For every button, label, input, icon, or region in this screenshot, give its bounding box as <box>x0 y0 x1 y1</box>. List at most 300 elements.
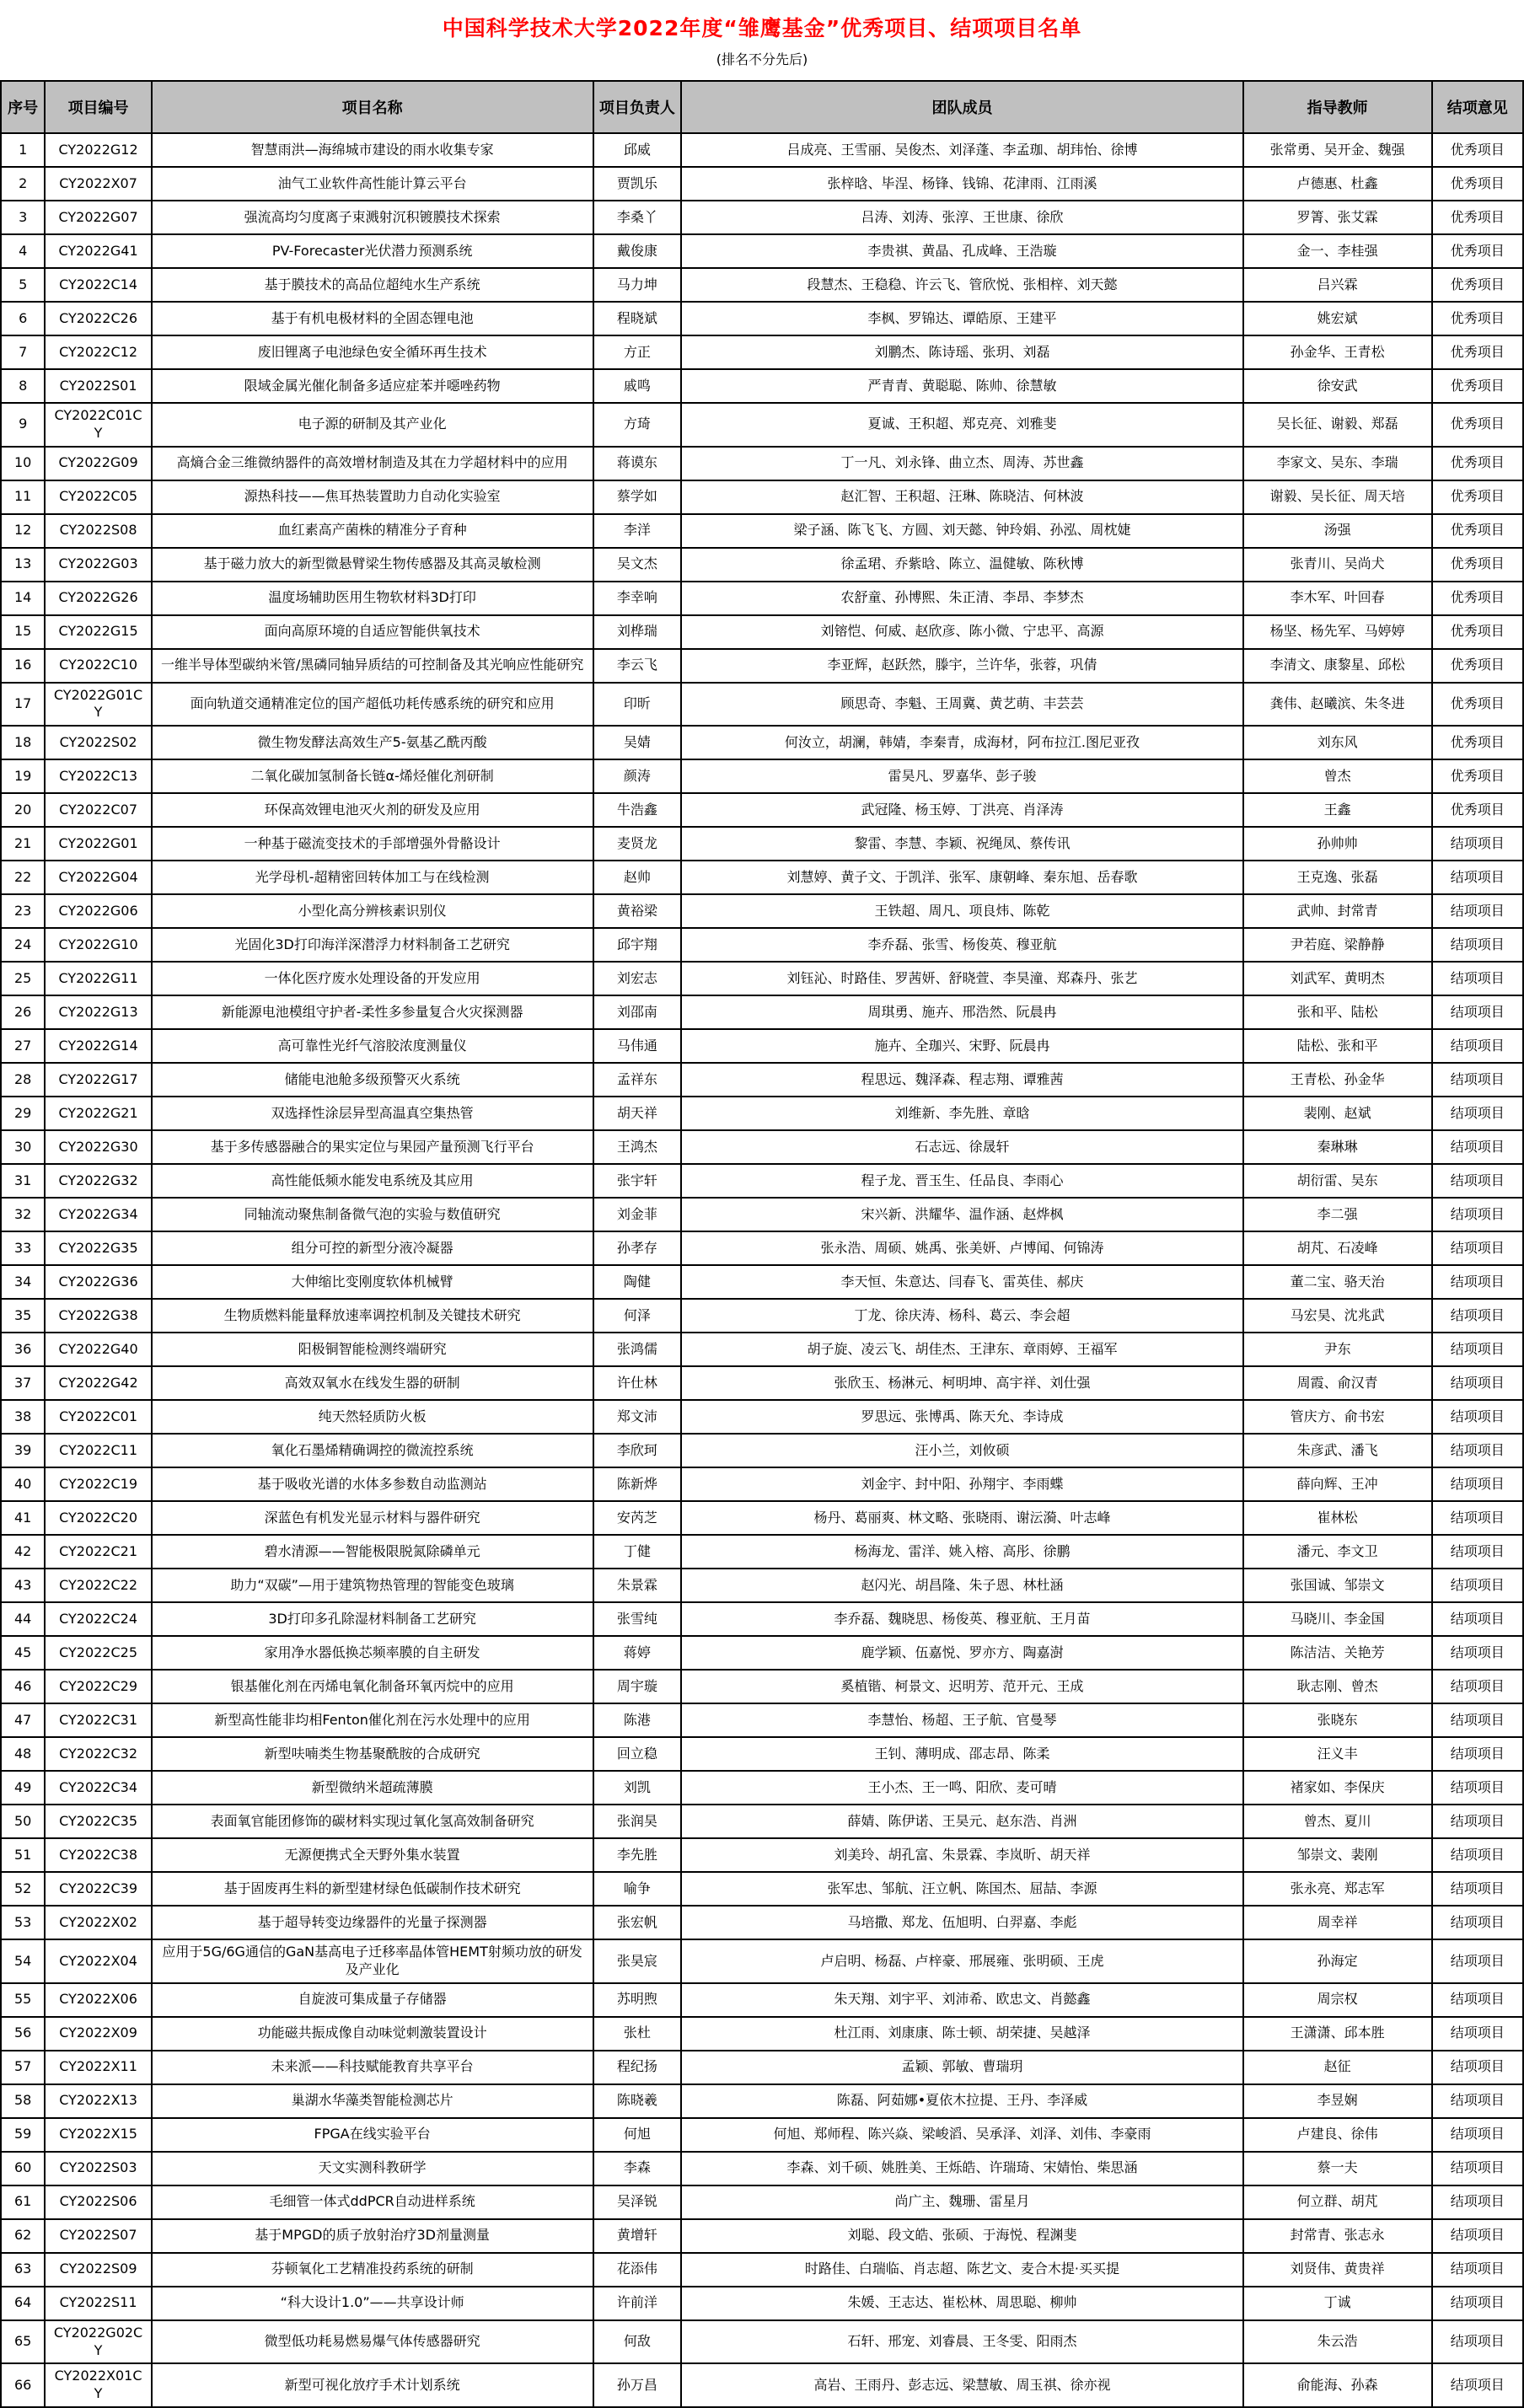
cell-project-name: 高可靠性光纤气溶胶浓度测量仪 <box>152 1029 593 1063</box>
cell-advisors: 卢建良、徐伟 <box>1243 2118 1432 2152</box>
cell-members: 马培撒、郑龙、伍旭明、白羿嘉、李彪 <box>681 1906 1242 1939</box>
cell-leader: 颜涛 <box>593 759 682 793</box>
cell-opinion: 结项项目 <box>1432 2185 1523 2219</box>
cell-serial: 52 <box>1 1872 45 1906</box>
cell-members: 刘聪、段文皓、张硕、于海悦、程渊斐 <box>681 2219 1242 2253</box>
cell-members: 石志远、徐晟轩 <box>681 1130 1242 1164</box>
cell-project-name: 强流高均匀度离子束溅射沉积镀膜技术探索 <box>152 201 593 234</box>
cell-project-name: 新型微纳米超疏薄膜 <box>152 1771 593 1805</box>
cell-leader: 李云飞 <box>593 649 682 683</box>
cell-advisors: 李昱娴 <box>1243 2084 1432 2118</box>
cell-serial: 64 <box>1 2287 45 2320</box>
page-title: 中国科学技术大学2022年度“雏鹰基金”优秀项目、结项项目名单 <box>442 16 1082 40</box>
cell-opinion: 优秀项目 <box>1432 447 1523 480</box>
cell-members: 李天恒、朱意达、闫春飞、雷英佳、郝庆 <box>681 1265 1242 1299</box>
cell-members: 黎雷、李慧、李颖、祝绳凤、蔡传讯 <box>681 827 1242 861</box>
cell-serial: 51 <box>1 1838 45 1872</box>
cell-members: 张梓晗、毕浧、杨锋、钱锦、花津雨、江雨溪 <box>681 167 1242 201</box>
cell-members: 施卉、全珈兴、宋野、阮晨冉 <box>681 1029 1242 1063</box>
cell-members: 刘美玲、胡孔富、朱景霖、李岚昕、胡天祥 <box>681 1838 1242 1872</box>
cell-project-id: CY2022G21 <box>45 1097 151 1130</box>
cell-members: 奚植锴、柯景文、迟明芳、范开元、王成 <box>681 1670 1242 1703</box>
cell-project-name: 基于超导转变边缘器件的光量子探测器 <box>152 1906 593 1939</box>
table-row <box>1 1569 1523 1602</box>
cell-project-name: 光固化3D打印海洋深潜浮力材料制备工艺研究 <box>152 928 593 962</box>
cell-members: 王铁超、周凡、项良炜、陈乾 <box>681 894 1242 928</box>
table-row <box>1 268 1523 302</box>
cell-members: 刘金宇、封中阳、孙翔宇、李雨蝶 <box>681 1467 1242 1501</box>
cell-opinion: 结项项目 <box>1432 1906 1523 1939</box>
header-row <box>1 81 1523 133</box>
cell-leader: 陈港 <box>593 1703 682 1737</box>
column-header-3: 项目负责人 <box>593 81 682 133</box>
cell-project-id: CY2022C26 <box>45 302 151 335</box>
cell-advisors: 孙金华、王青松 <box>1243 335 1432 369</box>
cell-members: 陈磊、阿茹娜•夏依木拉提、王丹、李泽威 <box>681 2084 1242 2118</box>
cell-project-name: 深蓝色有机发光显示材料与器件研究 <box>152 1501 593 1535</box>
table-row <box>1 827 1523 861</box>
cell-members: 何汝立，胡澜，韩婧，李秦青，成海材，阿布拉江.图尼亚孜 <box>681 726 1242 759</box>
table-row <box>1 335 1523 369</box>
cell-members: 杨丹、葛丽爽、林文略、张晓雨、谢沄漪、叶志峰 <box>681 1501 1242 1535</box>
column-header-4: 团队成员 <box>681 81 1242 133</box>
cell-opinion: 结项项目 <box>1432 928 1523 962</box>
cell-members: 段慧杰、王稳稳、许云飞、管欣悦、张相梓、刘天懿 <box>681 268 1242 302</box>
cell-project-id: CY2022G14 <box>45 1029 151 1063</box>
cell-advisors: 武帅、封常青 <box>1243 894 1432 928</box>
cell-serial: 60 <box>1 2152 45 2185</box>
page-subtitle: (排名不分先后) <box>716 51 808 67</box>
cell-advisors: 李木军、叶回春 <box>1243 582 1432 615</box>
cell-leader: 李幸响 <box>593 582 682 615</box>
cell-serial: 32 <box>1 1198 45 1231</box>
cell-advisors: 吴长征、谢毅、郑磊 <box>1243 403 1432 447</box>
cell-advisors: 马宏昊、沈兆武 <box>1243 1299 1432 1333</box>
cell-opinion: 结项项目 <box>1432 2287 1523 2320</box>
cell-serial: 1 <box>1 133 45 167</box>
cell-project-id: CY2022C29 <box>45 1670 151 1703</box>
cell-serial: 18 <box>1 726 45 759</box>
cell-project-id: CY2022G01 <box>45 827 151 861</box>
cell-advisors: 李二强 <box>1243 1198 1432 1231</box>
cell-advisors: 张和平、陆松 <box>1243 995 1432 1029</box>
cell-project-name: 未来派——科技赋能教育共享平台 <box>152 2051 593 2084</box>
cell-project-id: CY2022G03 <box>45 548 151 582</box>
cell-advisors: 张永亮、郑志军 <box>1243 1872 1432 1906</box>
cell-advisors: 周幸祥 <box>1243 1906 1432 1939</box>
cell-serial: 48 <box>1 1737 45 1771</box>
cell-leader: 许前洋 <box>593 2287 682 2320</box>
cell-project-name: 源热科技——焦耳热装置助力自动化实验室 <box>152 480 593 514</box>
table-row <box>1 1198 1523 1231</box>
cell-project-name: 微生物发酵法高效生产5-氨基乙酰丙酸 <box>152 726 593 759</box>
cell-advisors: 裴刚、赵斌 <box>1243 1097 1432 1130</box>
cell-opinion: 结项项目 <box>1432 861 1523 894</box>
cell-opinion: 优秀项目 <box>1432 793 1523 827</box>
table-row <box>1 894 1523 928</box>
cell-leader: 许仕林 <box>593 1366 682 1400</box>
table-row <box>1 403 1523 447</box>
cell-leader: 吴泽锐 <box>593 2185 682 2219</box>
cell-members: 武冠隆、杨玉婷、丁洪亮、肖泽涛 <box>681 793 1242 827</box>
cell-project-name: 表面氧官能团修饰的碳材料实现过氧化氢高效制备研究 <box>152 1805 593 1838</box>
cell-serial: 30 <box>1 1130 45 1164</box>
cell-serial: 55 <box>1 1983 45 2017</box>
cell-project-id: CY2022C31 <box>45 1703 151 1737</box>
cell-opinion: 优秀项目 <box>1432 302 1523 335</box>
cell-project-name: 芬顿氧化工艺精准投药系统的研制 <box>152 2253 593 2287</box>
cell-project-id: CY2022C34 <box>45 1771 151 1805</box>
cell-advisors: 孙海定 <box>1243 1939 1432 1983</box>
cell-advisors: 张国诚、邹崇文 <box>1243 1569 1432 1602</box>
cell-opinion: 优秀项目 <box>1432 726 1523 759</box>
cell-members: 尚广主、魏珊、雷星月 <box>681 2185 1242 2219</box>
cell-opinion: 优秀项目 <box>1432 514 1523 548</box>
cell-leader: 孙孝存 <box>593 1231 682 1265</box>
cell-project-id: CY2022X06 <box>45 1983 151 2017</box>
cell-advisors: 李家文、吴东、李瑞 <box>1243 447 1432 480</box>
cell-project-name: 高性能低频水能发电系统及其应用 <box>152 1164 593 1198</box>
cell-leader: 戴俊康 <box>593 234 682 268</box>
cell-leader: 刘金菲 <box>593 1198 682 1231</box>
cell-opinion: 优秀项目 <box>1432 582 1523 615</box>
cell-serial: 43 <box>1 1569 45 1602</box>
table-body <box>1 133 1523 2407</box>
cell-leader: 邱威 <box>593 133 682 167</box>
cell-opinion: 结项项目 <box>1432 1703 1523 1737</box>
cell-advisors: 胡衍雷、吴东 <box>1243 1164 1432 1198</box>
cell-opinion: 结项项目 <box>1432 995 1523 1029</box>
cell-members: 周琪勇、施卉、邢浩然、阮晨冉 <box>681 995 1242 1029</box>
cell-members: 何旭、郑师程、陈兴焱、梁峻滔、吴承泽、刘泽、刘伟、李豪雨 <box>681 2118 1242 2152</box>
cell-project-name: 环保高效锂电池灭火剂的研发及应用 <box>152 793 593 827</box>
cell-members: 刘镕恺、何威、赵欣彦、陈小微、宁忠平、高源 <box>681 615 1242 649</box>
cell-project-name: “科大设计1.0”——共享设计师 <box>152 2287 593 2320</box>
cell-project-name: 高效双氧水在线发生器的研制 <box>152 1366 593 1400</box>
cell-project-name: 油气工业软件高性能计算云平台 <box>152 167 593 201</box>
cell-serial: 14 <box>1 582 45 615</box>
table-row <box>1 861 1523 894</box>
column-header-5: 指导教师 <box>1243 81 1432 133</box>
cell-leader: 张昊宸 <box>593 1939 682 1983</box>
cell-serial: 23 <box>1 894 45 928</box>
cell-leader: 何敌 <box>593 2320 682 2364</box>
cell-serial: 37 <box>1 1366 45 1400</box>
cell-project-name: 智慧雨洪—海绵城市建设的雨水收集专家 <box>152 133 593 167</box>
cell-members: 农舒童、孙博熙、朱正清、李昂、李梦杰 <box>681 582 1242 615</box>
cell-project-name: 光学母机-超精密回转体加工与在线检测 <box>152 861 593 894</box>
cell-leader: 方正 <box>593 335 682 369</box>
cell-advisors: 崔林松 <box>1243 1501 1432 1535</box>
cell-members: 刘鹏杰、陈诗瑶、张玥、刘磊 <box>681 335 1242 369</box>
cell-opinion: 结项项目 <box>1432 1164 1523 1198</box>
cell-leader: 戚鸣 <box>593 369 682 403</box>
table-row <box>1 1771 1523 1805</box>
cell-opinion: 结项项目 <box>1432 2017 1523 2051</box>
cell-opinion: 结项项目 <box>1432 1467 1523 1501</box>
cell-serial: 12 <box>1 514 45 548</box>
table-row <box>1 726 1523 759</box>
cell-serial: 15 <box>1 615 45 649</box>
cell-project-name: 无源便携式全天野外集水装置 <box>152 1838 593 1872</box>
cell-opinion: 结项项目 <box>1432 1366 1523 1400</box>
cell-leader: 李洋 <box>593 514 682 548</box>
cell-advisors: 薛向辉、王冲 <box>1243 1467 1432 1501</box>
cell-members: 孟颖、郭敏、曹瑞玥 <box>681 2051 1242 2084</box>
cell-serial: 50 <box>1 1805 45 1838</box>
cell-opinion: 结项项目 <box>1432 1029 1523 1063</box>
cell-leader: 张宏帆 <box>593 1906 682 1939</box>
cell-project-name: 基于磁力放大的新型微悬臂梁生物传感器及其高灵敏检测 <box>152 548 593 582</box>
cell-project-id: CY2022S01 <box>45 369 151 403</box>
cell-advisors: 董二宝、骆天治 <box>1243 1265 1432 1299</box>
cell-leader: 李森 <box>593 2152 682 2185</box>
cell-members: 朱天翔、刘宇平、刘沛希、欧忠文、肖懿鑫 <box>681 1983 1242 2017</box>
cell-serial: 3 <box>1 201 45 234</box>
cell-opinion: 结项项目 <box>1432 1265 1523 1299</box>
cell-project-name: 新能源电池模组守护者-柔性多参量复合火灾探测器 <box>152 995 593 1029</box>
cell-opinion: 结项项目 <box>1432 827 1523 861</box>
cell-project-id: CY2022C14 <box>45 268 151 302</box>
cell-opinion: 结项项目 <box>1432 1299 1523 1333</box>
table-row <box>1 2185 1523 2219</box>
table-row <box>1 1838 1523 1872</box>
cell-opinion: 结项项目 <box>1432 1501 1523 1535</box>
cell-project-name: FPGA在线实验平台 <box>152 2118 593 2152</box>
cell-leader: 朱景霖 <box>593 1569 682 1602</box>
cell-opinion: 结项项目 <box>1432 2152 1523 2185</box>
table-row <box>1 1063 1523 1097</box>
cell-members: 李枫、罗锦达、谭皓原、王建平 <box>681 302 1242 335</box>
cell-opinion: 优秀项目 <box>1432 480 1523 514</box>
cell-advisors: 胡芃、石凌峰 <box>1243 1231 1432 1265</box>
cell-advisors: 陆松、张和平 <box>1243 1029 1432 1063</box>
cell-leader: 吴文杰 <box>593 548 682 582</box>
cell-leader: 张宇轩 <box>593 1164 682 1198</box>
cell-advisors: 姚宏斌 <box>1243 302 1432 335</box>
cell-opinion: 优秀项目 <box>1432 548 1523 582</box>
table-row <box>1 234 1523 268</box>
cell-advisors: 谢毅、吴长征、周天培 <box>1243 480 1432 514</box>
cell-serial: 31 <box>1 1164 45 1198</box>
cell-project-id: CY2022C13 <box>45 759 151 793</box>
cell-leader: 邱宇翔 <box>593 928 682 962</box>
cell-serial: 39 <box>1 1434 45 1467</box>
cell-project-id: CY2022C32 <box>45 1737 151 1771</box>
cell-members: 夏诚、王积超、郑克亮、刘雅斐 <box>681 403 1242 447</box>
cell-leader: 赵帅 <box>593 861 682 894</box>
cell-opinion: 结项项目 <box>1432 1063 1523 1097</box>
cell-project-id: CY2022G32 <box>45 1164 151 1198</box>
cell-project-id: CY2022G34 <box>45 1198 151 1231</box>
table-row <box>1 1872 1523 1906</box>
cell-leader: 蒋婷 <box>593 1636 682 1670</box>
project-table <box>0 80 1524 2408</box>
cell-members: 刘慧婷、黄子文、于凯洋、张军、康朝峰、秦东旭、岳春歌 <box>681 861 1242 894</box>
cell-opinion: 结项项目 <box>1432 1737 1523 1771</box>
cell-members: 汪小兰，刘攸硕 <box>681 1434 1242 1467</box>
table-row <box>1 1636 1523 1670</box>
cell-advisors: 王鑫 <box>1243 793 1432 827</box>
cell-project-id: CY2022G02CY <box>45 2320 151 2364</box>
cell-leader: 周宇璇 <box>593 1670 682 1703</box>
cell-opinion: 优秀项目 <box>1432 403 1523 447</box>
cell-serial: 8 <box>1 369 45 403</box>
cell-advisors: 陈洁洁、关艳芳 <box>1243 1636 1432 1670</box>
cell-serial: 61 <box>1 2185 45 2219</box>
cell-leader: 吴婧 <box>593 726 682 759</box>
cell-opinion: 优秀项目 <box>1432 683 1523 727</box>
column-header-2: 项目名称 <box>152 81 593 133</box>
cell-project-name: 温度场辅助医用生物软材料3D打印 <box>152 582 593 615</box>
cell-leader: 程晓斌 <box>593 302 682 335</box>
cell-opinion: 结项项目 <box>1432 1097 1523 1130</box>
cell-project-id: CY2022C01 <box>45 1400 151 1434</box>
cell-opinion: 结项项目 <box>1432 2253 1523 2287</box>
cell-advisors: 吕兴霖 <box>1243 268 1432 302</box>
cell-project-name: 阳极铜智能检测终端研究 <box>152 1333 593 1366</box>
cell-serial: 65 <box>1 2320 45 2364</box>
cell-project-name: 同轴流动聚焦制备微气泡的实验与数值研究 <box>152 1198 593 1231</box>
cell-leader: 陶健 <box>593 1265 682 1299</box>
cell-project-name: PV-Forecaster光伏潜力预测系统 <box>152 234 593 268</box>
cell-leader: 王鸿杰 <box>593 1130 682 1164</box>
cell-members: 石轩、邢宠、刘睿晨、王冬雯、阳雨杰 <box>681 2320 1242 2364</box>
cell-project-id: CY2022X13 <box>45 2084 151 2118</box>
cell-advisors: 张晓东 <box>1243 1703 1432 1737</box>
cell-serial: 13 <box>1 548 45 582</box>
table-row <box>1 1130 1523 1164</box>
cell-project-id: CY2022G01CY <box>45 683 151 727</box>
cell-project-name: 生物质燃料能量释放速率调控机制及关键技术研究 <box>152 1299 593 1333</box>
cell-leader: 郑文沛 <box>593 1400 682 1434</box>
table-row <box>1 1366 1523 1400</box>
cell-serial: 24 <box>1 928 45 962</box>
cell-opinion: 结项项目 <box>1432 1434 1523 1467</box>
table-row <box>1 1434 1523 1467</box>
table-row <box>1 1737 1523 1771</box>
table-row <box>1 369 1523 403</box>
cell-leader: 张杜 <box>593 2017 682 2051</box>
cell-serial: 46 <box>1 1670 45 1703</box>
cell-leader: 苏明煦 <box>593 1983 682 2017</box>
cell-serial: 44 <box>1 1602 45 1636</box>
cell-serial: 22 <box>1 861 45 894</box>
cell-members: 顾思奇、李魁、王周冀、黄艺萌、丰芸芸 <box>681 683 1242 727</box>
table-row <box>1 649 1523 683</box>
cell-project-name: 基于吸收光谱的水体多参数自动监测站 <box>152 1467 593 1501</box>
cell-advisors: 周宗权 <box>1243 1983 1432 2017</box>
cell-opinion: 优秀项目 <box>1432 615 1523 649</box>
cell-advisors: 罗箐、张艾霖 <box>1243 201 1432 234</box>
cell-members: 王钊、薄明成、邵志昂、陈柔 <box>681 1737 1242 1771</box>
column-header-0: 序号 <box>1 81 45 133</box>
table-row <box>1 1670 1523 1703</box>
cell-serial: 6 <box>1 302 45 335</box>
cell-project-id: CY2022G30 <box>45 1130 151 1164</box>
cell-advisors: 龚伟、赵曦滨、朱冬进 <box>1243 683 1432 727</box>
cell-project-name: 天文实测科教研学 <box>152 2152 593 2185</box>
cell-advisors: 汪义丰 <box>1243 1737 1432 1771</box>
cell-advisors: 朱云浩 <box>1243 2320 1432 2364</box>
cell-members: 张军忠、邹航、汪立帆、陈国杰、屈喆、李源 <box>681 1872 1242 1906</box>
cell-project-name: 微型低功耗易燃易爆气体传感器研究 <box>152 2320 593 2364</box>
cell-opinion: 结项项目 <box>1432 1805 1523 1838</box>
cell-members: 罗思远、张博禹、陈天允、李诗成 <box>681 1400 1242 1434</box>
cell-opinion: 优秀项目 <box>1432 268 1523 302</box>
cell-advisors: 王青松、孙金华 <box>1243 1063 1432 1097</box>
cell-project-id: CY2022X01CY <box>45 2363 151 2407</box>
column-header-1: 项目编号 <box>45 81 151 133</box>
cell-members: 李森、刘千硕、姚胜美、王烁皓、许瑞琦、宋婧怡、柴思涵 <box>681 2152 1242 2185</box>
cell-members: 严青青、黄聪聪、陈帅、徐慧敏 <box>681 369 1242 403</box>
table-row <box>1 514 1523 548</box>
table-row <box>1 759 1523 793</box>
cell-advisors: 刘贤伟、黄贵祥 <box>1243 2253 1432 2287</box>
cell-advisors: 李清文、康黎星、邱松 <box>1243 649 1432 683</box>
cell-project-id: CY2022X09 <box>45 2017 151 2051</box>
cell-advisors: 王克逸、张磊 <box>1243 861 1432 894</box>
cell-leader: 陈晓羲 <box>593 2084 682 2118</box>
cell-serial: 4 <box>1 234 45 268</box>
table-row <box>1 1231 1523 1265</box>
cell-members: 李贵祺、黄晶、孔成峰、王浩璇 <box>681 234 1242 268</box>
cell-project-id: CY2022C11 <box>45 1434 151 1467</box>
cell-project-id: CY2022G11 <box>45 962 151 995</box>
cell-project-name: 新型可视化放疗手术计划系统 <box>152 2363 593 2407</box>
cell-advisors: 蔡一夫 <box>1243 2152 1432 2185</box>
cell-project-name: 纯天然轻质防火板 <box>152 1400 593 1434</box>
table-row <box>1 1983 1523 2017</box>
table-row <box>1 2320 1523 2364</box>
cell-advisors: 封常青、张志永 <box>1243 2219 1432 2253</box>
cell-opinion: 结项项目 <box>1432 1939 1523 1983</box>
cell-leader: 李先胜 <box>593 1838 682 1872</box>
cell-leader: 孟祥东 <box>593 1063 682 1097</box>
cell-project-id: CY2022G40 <box>45 1333 151 1366</box>
cell-project-name: 碧水清源——智能极限脱氮除磷单元 <box>152 1535 593 1569</box>
cell-project-id: CY2022S08 <box>45 514 151 548</box>
cell-opinion: 优秀项目 <box>1432 759 1523 793</box>
table-row <box>1 1939 1523 1983</box>
cell-advisors: 马晓川、李金国 <box>1243 1602 1432 1636</box>
cell-opinion: 优秀项目 <box>1432 649 1523 683</box>
cell-project-name: 一体化医疗废水处理设备的开发应用 <box>152 962 593 995</box>
cell-advisors: 张常勇、吴开金、魏强 <box>1243 133 1432 167</box>
table-row <box>1 1535 1523 1569</box>
cell-project-id: CY2022G09 <box>45 447 151 480</box>
cell-serial: 16 <box>1 649 45 683</box>
cell-opinion: 结项项目 <box>1432 1838 1523 1872</box>
cell-members: 王小杰、王一鸣、阳欣、麦可晴 <box>681 1771 1242 1805</box>
cell-serial: 53 <box>1 1906 45 1939</box>
cell-leader: 张润昊 <box>593 1805 682 1838</box>
cell-project-id: CY2022G35 <box>45 1231 151 1265</box>
table-row <box>1 928 1523 962</box>
table-row <box>1 1029 1523 1063</box>
cell-project-id: CY2022G04 <box>45 861 151 894</box>
cell-leader: 刘邵南 <box>593 995 682 1029</box>
table-row <box>1 793 1523 827</box>
cell-leader: 麦贤龙 <box>593 827 682 861</box>
cell-members: 鹿学颖、伍嘉悦、罗亦方、陶嘉澍 <box>681 1636 1242 1670</box>
cell-serial: 11 <box>1 480 45 514</box>
cell-members: 丁一凡、刘永锋、曲立杰、周涛、苏世鑫 <box>681 447 1242 480</box>
cell-opinion: 结项项目 <box>1432 1198 1523 1231</box>
cell-members: 徐孟珺、乔紫晗、陈立、温健敏、陈秋博 <box>681 548 1242 582</box>
cell-project-name: 自旋波可集成量子存储器 <box>152 1983 593 2017</box>
cell-opinion: 优秀项目 <box>1432 335 1523 369</box>
